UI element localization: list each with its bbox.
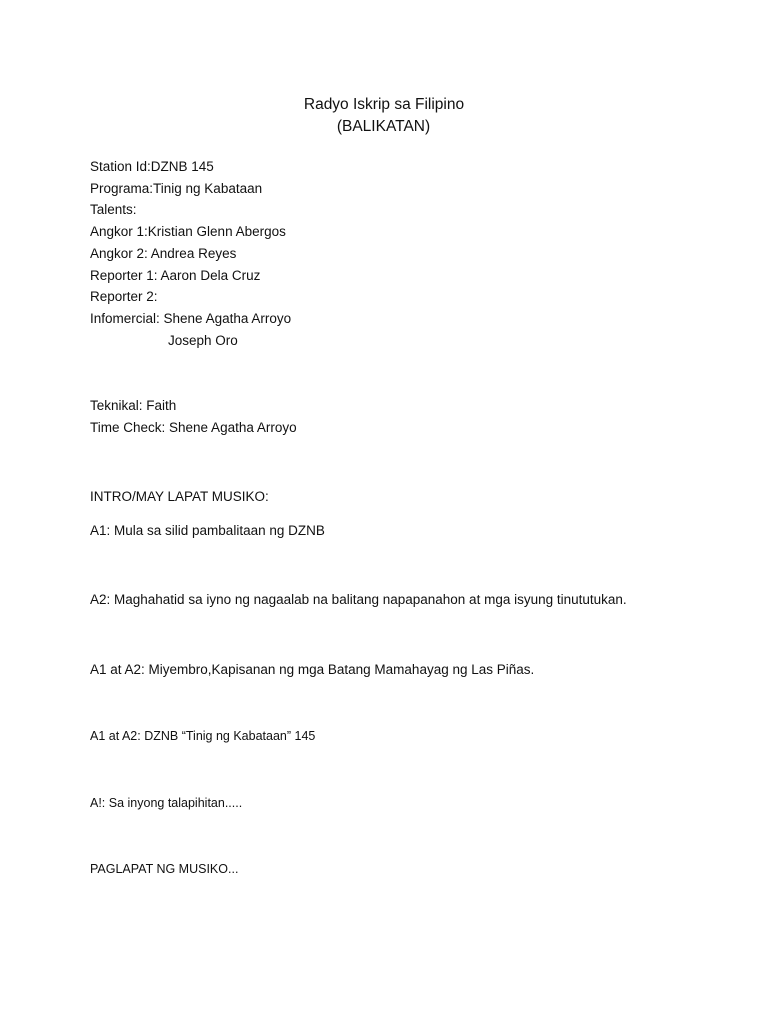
technical: Teknikal: Faith [90,398,177,413]
reporter-1: Reporter 1: Aaron Dela Cruz [90,267,261,283]
document-title [0,94,768,138]
title-line-1: Radyo Iskrip sa Filipino [303,96,465,113]
anchor-2: Angkor 2: Andrea Reyes [90,245,237,261]
script-line-3: A1 at A2: Miyembro,Kapisanan ng mga Batang Mamahayag ng Las Piñas. [90,662,535,677]
program-details [90,156,291,351]
intro-cue: INTRO/MAY LAPAT MUSIKO: [90,489,269,504]
script-line-4: A1 at A2: DZNB “Tinig ng Kabataan” 145 [90,729,316,743]
script-line-1: A1: Mula sa silid pambalitaan ng DZNB [90,523,325,538]
program-name: Programa:Tinig ng Kabataan [90,180,263,196]
crew-details [90,395,297,438]
title-line-2: (BALIKATAN) [336,118,431,135]
script-line-2: A2: Maghahatid sa iyno ng nagaalab na balitang napapanahon at mga isyung tinututukan. [90,592,627,607]
time-check: Time Check: Shene Agatha Arroyo [90,419,297,435]
music-cue: PAGLAPAT NG MUSIKO... [90,862,239,876]
station-id: Station Id:DZNB 145 [90,159,214,174]
talents-label: Talents: [90,202,137,218]
script-line-5: A!: Sa inyong talapihitan..... [90,796,243,810]
infomercial-second: Joseph Oro [168,332,238,348]
reporter-2: Reporter 2: [90,289,158,305]
anchor-1: Angkor 1:Kristian Glenn Abergos [90,224,286,240]
infomercial: Infomercial: Shene Agatha Arroyo [90,310,292,326]
